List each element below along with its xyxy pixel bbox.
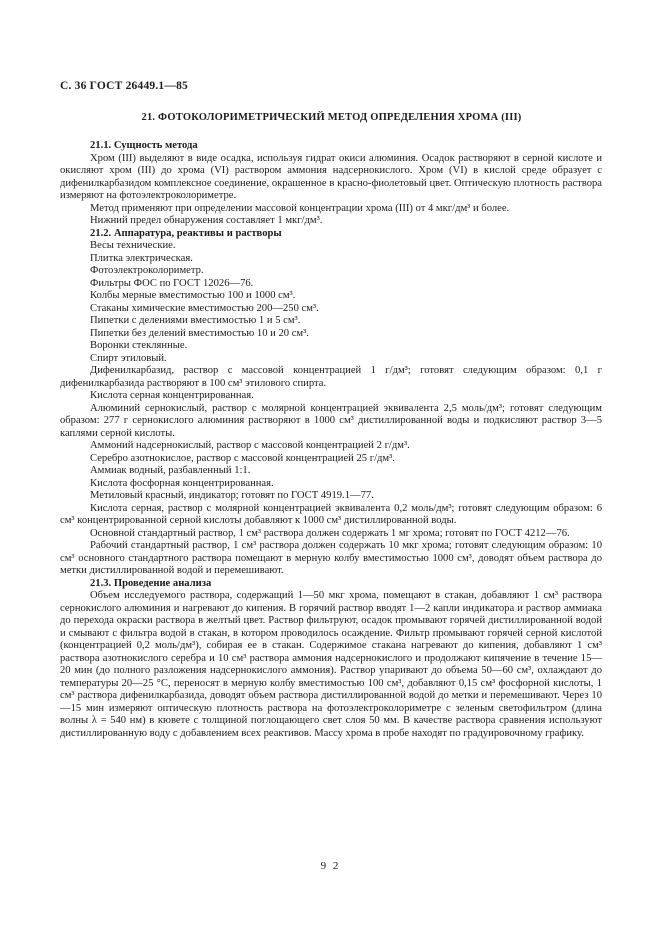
paragraph: Весы технические. <box>90 240 176 251</box>
paragraph: Алюминий сернокислый, раствор с молярной концентрацией эквивалента 2,5 моль/дм³; готовят следующим образом: 277 г сернокислого алюминия растворяют в 1000 см³ дистиллированной воды и подкисляют раствор 3—5 каплями серной кислоты. <box>60 402 602 439</box>
paragraph: Плитка электрическая. <box>90 252 193 264</box>
paragraph: Дифенилкарбазид, раствор с массовой концентрацией 1 г/дм³; готовят следующим образом: 0,1 г дифенилкарбазида растворяют в 100 см³ этилового спирта. <box>60 365 602 389</box>
paragraph: Кислота фосфорная концентрированная. <box>90 477 274 489</box>
paragraph: Спирт этиловый. <box>90 352 167 364</box>
paragraph: Основной стандартный раствор, 1 см³ раствора должен содержать 1 мг хрома; готовят по ГОСТ 4212—76. <box>90 527 570 539</box>
subsection-heading: 21.3. Проведение анализа <box>90 577 212 589</box>
paragraph: Серебро азотнокислое, раствор с массовой концентрацией 25 г/дм³. <box>90 452 395 464</box>
paragraph: Фотоэлектроколориметр. <box>90 265 204 276</box>
paragraph: Фильтры ФОС по ГОСТ 12026—76. <box>90 277 254 289</box>
page-header: С. 36 ГОСТ 26449.1—85 <box>60 80 188 92</box>
paragraph: Хром (III) выделяют в виде осадка, используя гидрат окиси алюминия. Осадок растворяют в серной кислоте и окисляют хром (III) до хрома (VI) раствором аммония надсернокислого. Хром (VI) в кислой среде образует с дифенилкарбазидом комплексное соединение, окрашенное в красно-фиолетовый цвет. Оптическую плотность раствора измеряют на фотоэлектроколориметре. <box>60 152 602 201</box>
paragraph: Объем исследуемого раствора, содержащий 1—50 мкг хрома, помещают в стакан, добавляют 1 см³ раствора сернокислого алюминия и нагревают до кипения. В горячий раствор вводят 1—2 капли индикатора и раствор аммиака до перехода окраски раствора в желтый цвет. Раствор фильтруют, осадок промывают горячей дистиллированной водой и смывают с фильтра водой в стакан, в котором проводилось осаждение. Фильтр промывают горячей серной кислотой (концентрацией 0,2 моль/дм³), собирая ее в стакан. Содержимое стакана нагревают до кипения, добавляют 1 см³ раствора азотнокислого серебра и 10 см³ раствора аммония надсернокислого и продолжают кипячение в течение 15— 20 мин (до полного разложения надсернокислого аммония). Раствор упаривают до объема 50—60 см³, охлаждают до температуры 20—25 °С, переносят в мерную колбу вместимостью 100 см³, добавляют 0,15 см³ фосфорной кислоты, 1 см³ раствора дифенилкарбазида, доводят объем раствора дистиллированной водой до метки и перемешивают. Через 10—15 мин измеряют оптическую плотность раствора на фотоэлектроколориметре с зеленым светофильтром (длина волны λ = 540 нм) в кювете с толщиной поглощающего свет слоя 50 мм. В качестве раствора сравнения используют дистиллированную воду с добавлением всех реактивов. Массу хрома в пробе находят по градуировочному графику. <box>60 590 602 739</box>
paragraph: Рабочий стандартный раствор, 1 см³ раствора должен содержать 10 мкг хрома; готовят следующим образом: 10 см³ основного стандартного раствора помещают в мерную колбу вместимостью 1000 см³, доводят объем раствора до метки дистиллированной водой и перемешивают. <box>60 540 602 576</box>
paragraph: Аммиак водный, разбавленный 1:1. <box>90 465 251 476</box>
subsection-heading: 21.1. Сущность метода <box>90 140 198 151</box>
document-body <box>60 140 602 740</box>
paragraph: Метиловый красный, индикатор; готовят по ГОСТ 4919.1—77. <box>90 490 374 501</box>
paragraph: Кислота серная концентрированная. <box>90 390 254 401</box>
paragraph: Кислота серная, раствор с молярной концентрацией эквивалента 0,2 моль/дм³; готовят следующим образом: 6 см³ концентрированной серной кислоты добавляют к 1000 см³ дистиллированной воды. <box>60 502 602 526</box>
paragraph: Стаканы химические вместимостью 200—250 см³. <box>90 302 319 314</box>
paragraph: Метод применяют при определении массовой концентрации хрома (III) от 4 мкг/дм³ и более. <box>90 202 510 214</box>
paragraph: Пипетки с делениями вместимостью 1 и 5 см³. <box>90 315 301 326</box>
subsection-heading: 21.2. Аппаратура, реактивы и растворы <box>90 227 282 239</box>
paragraph: Аммоний надсернокислый, раствор с массовой концентрацией 2 г/дм³. <box>90 440 410 451</box>
paragraph: Воронки стеклянные. <box>90 340 188 351</box>
section-title: 21. ФОТОКОЛОРИМЕТРИЧЕСКИЙ МЕТОД ОПРЕДЕЛЕНИЯ ХРОМА (III) <box>141 112 522 123</box>
paragraph: Нижний предел обнаружения составляет 1 мкг/дм³. <box>90 215 323 226</box>
paragraph: Пипетки без делений вместимостью 10 и 20 см³. <box>90 327 309 339</box>
paragraph: Колбы мерные вместимостью 100 и 1000 см³. <box>90 290 296 301</box>
page-number: 9 2 <box>320 860 341 872</box>
